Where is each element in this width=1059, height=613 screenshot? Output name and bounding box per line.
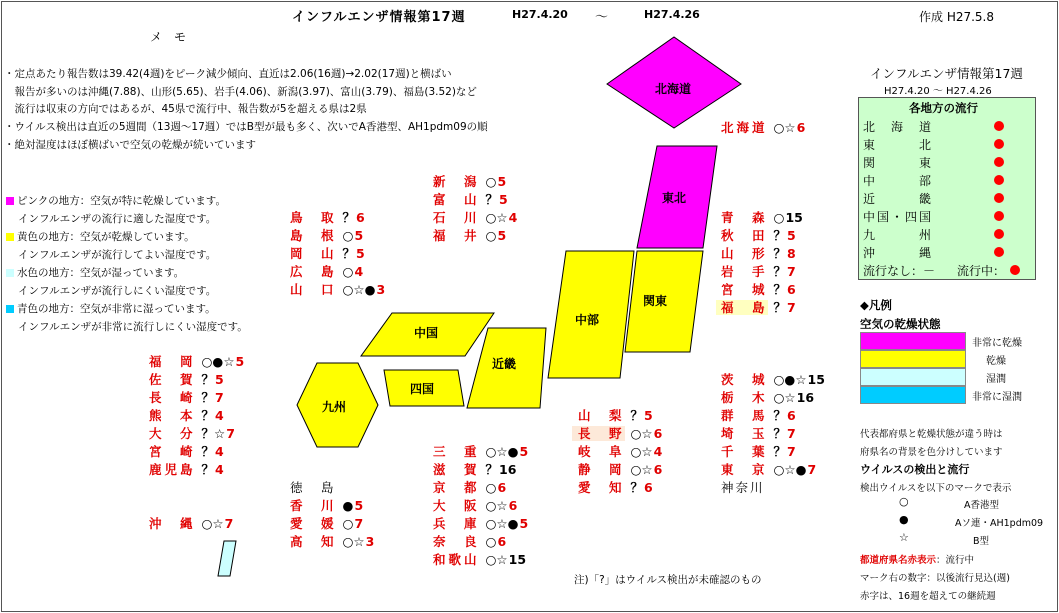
pref-shimane: 島 根 ○5 (290, 228, 364, 243)
region-row: 中国・四国 (863, 210, 934, 224)
scale-label: 乾燥 (986, 356, 1006, 367)
region-label-kinki: 近畿 (492, 357, 517, 371)
status-none-label: 流行なし：－ (863, 264, 936, 278)
region-row: 中 部 (863, 174, 934, 188)
active-dot-icon (994, 139, 1004, 149)
pref-oita: 大 分 ？☆7 (149, 426, 235, 441)
scale-swatch-very-humid (860, 386, 966, 404)
pref-kochi: 高 知 ○☆3 (290, 534, 375, 549)
region-label-tohoku: 東北 (662, 191, 687, 205)
pref-wakayama: 和歌山 ○☆15 (433, 552, 527, 567)
scale-label: 非常に湿潤 (972, 392, 1022, 403)
region-status-box (858, 97, 1036, 280)
pref-saga: 佐 賀 ？5 (149, 372, 224, 387)
memo-line: ・絶対湿度はほぼ横ばいで空気の乾燥が続いています (4, 139, 256, 151)
pref-nara: 奈 良 ○6 (433, 534, 507, 549)
pref-gifu: 岐 阜 ○☆4 (578, 444, 663, 459)
humidity-legend-blue-desc: インフルエンザが非常に流行しにくい湿度です。 (18, 321, 248, 333)
pref-mie: 三 重 ○☆●5 (433, 444, 529, 459)
virus-mark-label: B型 (973, 536, 990, 547)
pref-chiba: 千 葉 ？7 (721, 444, 796, 459)
active-dot-icon (994, 121, 1004, 131)
red-char-explanation: 赤字は、16週を超えての継続週 (860, 591, 996, 602)
pref-hyogo: 兵 庫 ○☆●5 (433, 516, 529, 531)
pref-fukuoka: 福 岡 ○●☆5 (149, 354, 245, 369)
region-row: 東 北 (863, 138, 934, 152)
right-panel-title: インフルエンザ情報第17週 (870, 66, 1023, 81)
pref-miyagi: 宮 城 ？6 (721, 282, 796, 297)
scale-label: 湿潤 (986, 374, 1006, 385)
pref-okinawa: 沖 縄 ○☆7 (149, 516, 234, 531)
pref-tokyo: 東 京 ○☆●7 (721, 462, 817, 477)
virus-mark-star-icon: ☆ (899, 531, 909, 544)
expl-line: 代表都府県と乾燥状態が違う時は (860, 429, 1003, 440)
pref-akita: 秋 田 ？5 (721, 228, 796, 243)
humidity-legend-lightblue: 水色の地方：空気が湿っています。 (6, 265, 184, 280)
pref-tokushima: 徳 島 (290, 480, 337, 495)
humidity-legend-yellow-desc: インフルエンザが流行してよい湿度です。 (18, 249, 217, 261)
status-active-label: 流行中： (957, 264, 1006, 278)
humidity-legend-blue: 青色の地方：空気が非常に湿っています。 (6, 301, 216, 316)
pref-tottori: 鳥 取 ？6 (290, 210, 365, 225)
pref-aomori: 青 森 ○15 (721, 210, 803, 225)
page-title: インフルエンザ情報第17週 (292, 10, 466, 25)
memo-line: ・定点あたり報告数は39.42(4週)をピーク減少傾向、直近は2.06(16週)→2.02(17週)と横ばい (4, 68, 452, 80)
virus-intro: 検出ウイルスを以下のマークで表示 (860, 483, 1012, 494)
active-dot-icon (994, 193, 1004, 203)
humidity-legend-lightblue-desc: インフルエンザが流行しにくい湿度です。 (18, 285, 217, 297)
humidity-legend-pink: ピンクの地方：空気が特に乾燥しています。 (6, 193, 226, 208)
memo-line: 流行は収束の方向ではあるが、45県で流行中、報告数が5を超える県は2県 (4, 103, 367, 115)
pref-okayama: 岡 山 ？5 (290, 246, 365, 261)
pref-yamaguchi: 山 口 ○☆●3 (290, 282, 386, 297)
expl-line: 府県名の背景を色分けしています (860, 447, 1003, 458)
dryness-heading: 空気の乾燥状態 (860, 317, 941, 331)
pref-ishikawa: 石 川 ○☆4 (433, 210, 518, 225)
pref-gunma: 群 馬 ？6 (721, 408, 796, 423)
active-dot-icon (994, 211, 1004, 221)
pref-aichi: 愛 知 ？6 (578, 480, 653, 495)
region-label-chubu: 中部 (575, 313, 600, 327)
right-panel-dates: H27.4.20 〜 H27.4.26 (884, 86, 992, 97)
pref-tochigi: 栃 木 ○☆16 (721, 390, 815, 405)
date-from: H27.4.20 (512, 8, 568, 21)
scale-label: 非常に乾燥 (972, 338, 1022, 349)
date-to: H27.4.26 (644, 8, 700, 21)
footnote: 注)「?」はウイルス検出が未確認のもの (574, 574, 762, 586)
pref-fukushima: 福 島 ？7 (716, 298, 796, 316)
mark-number-explanation: マーク右の数字：以後流行見込(週) (860, 573, 1010, 584)
virus-mark-label: A香港型 (964, 500, 999, 511)
pref-nagano: 長 野 ○☆6 (572, 424, 662, 442)
active-dot-icon (994, 157, 1004, 167)
virus-heading: ウイルスの検出と流行 (860, 463, 970, 476)
pref-yamagata: 山 形 ？8 (721, 246, 796, 261)
pref-shizuoka: 静 岡 ○☆6 (578, 462, 663, 477)
scale-swatch-humid (860, 368, 966, 386)
active-dot-icon (994, 229, 1004, 239)
memo-line: 報告が多いのは沖縄(7.88)、山形(5.65)、岩手(4.06)、新潟(3.97)、富山(3.79)、福島(3.52)など (4, 86, 477, 98)
red-name-explanation: 都道府県名赤表示：流行中 (860, 555, 975, 566)
active-dot-icon (1010, 265, 1020, 275)
pref-miyazaki: 宮 崎 ？4 (149, 444, 224, 459)
pref-nagasaki: 長 崎 ？7 (149, 390, 224, 405)
region-row: 近 畿 (863, 192, 934, 206)
pref-hokkaido: 北海道 ○☆6 (721, 120, 806, 135)
pref-kumamoto: 熊 本 ？4 (149, 408, 224, 423)
pref-kagawa: 香 川 ●5 (290, 498, 364, 513)
pref-saitama: 埼 玉 ？7 (721, 426, 796, 441)
virus-mark-open-circle-icon: ○ (899, 495, 909, 508)
pref-shiga: 滋 賀 ？16 (433, 462, 517, 477)
virus-mark-label: Aソ連・AH1pdm09 (955, 518, 1044, 529)
virus-mark-filled-circle-icon: ● (899, 513, 909, 526)
pref-kanagawa: 神奈川 (721, 480, 765, 495)
region-label-chugoku: 中国 (414, 326, 439, 340)
pref-kagoshima: 鹿児島 ？4 (149, 462, 224, 477)
region-label-shikoku: 四国 (410, 382, 435, 396)
date-tilde: 〜 (595, 10, 609, 25)
region-row: 沖 縄 (863, 246, 934, 260)
pref-ehime: 愛 媛 ○7 (290, 516, 364, 531)
scale-swatch-dry (860, 350, 966, 368)
humidity-legend-pink-desc: インフルエンザの流行に適した湿度です。 (18, 213, 217, 225)
region-row: 関 東 (863, 156, 934, 170)
pref-fukui: 福 井 ○5 (433, 228, 507, 243)
region-label-kyushu: 九州 (322, 400, 347, 414)
pref-toyama: 富 山 ？5 (433, 192, 508, 207)
region-row: 北 海 道 (863, 120, 934, 134)
memo-label: メ モ (150, 30, 187, 44)
created-date: 作成 H27.5.8 (919, 10, 995, 24)
humidity-legend-yellow: 黄色の地方：空気が乾燥しています。 (6, 229, 195, 244)
pref-hiroshima: 広 島 ○4 (290, 264, 364, 279)
pref-niigata: 新 潟 ○5 (433, 174, 507, 189)
active-dot-icon (994, 175, 1004, 185)
region-label-hokkaido: 北海道 (655, 82, 692, 96)
active-dot-icon (994, 247, 1004, 257)
pref-osaka: 大 阪 ○☆6 (433, 498, 518, 513)
region-status-header: 各地方の流行 (909, 101, 978, 115)
pref-iwate: 岩 手 ？7 (721, 264, 796, 279)
legend-heading: ◆凡例 (860, 298, 892, 312)
memo-line: ・ウイルス検出は直近の5週間（13週〜17週）ではB型が最も多く、次いでA香港型、AH1pdm09の順 (4, 121, 488, 133)
pref-ibaraki: 茨 城 ○●☆15 (721, 372, 825, 387)
region-label-kanto: 関東 (643, 294, 668, 308)
region-row: 九 州 (863, 228, 934, 242)
scale-swatch-very-dry (860, 332, 966, 350)
okinawa-shape (218, 541, 236, 576)
pref-yamanashi: 山 梨 ？5 (578, 408, 653, 423)
pref-kyoto: 京 都 ○6 (433, 480, 507, 495)
